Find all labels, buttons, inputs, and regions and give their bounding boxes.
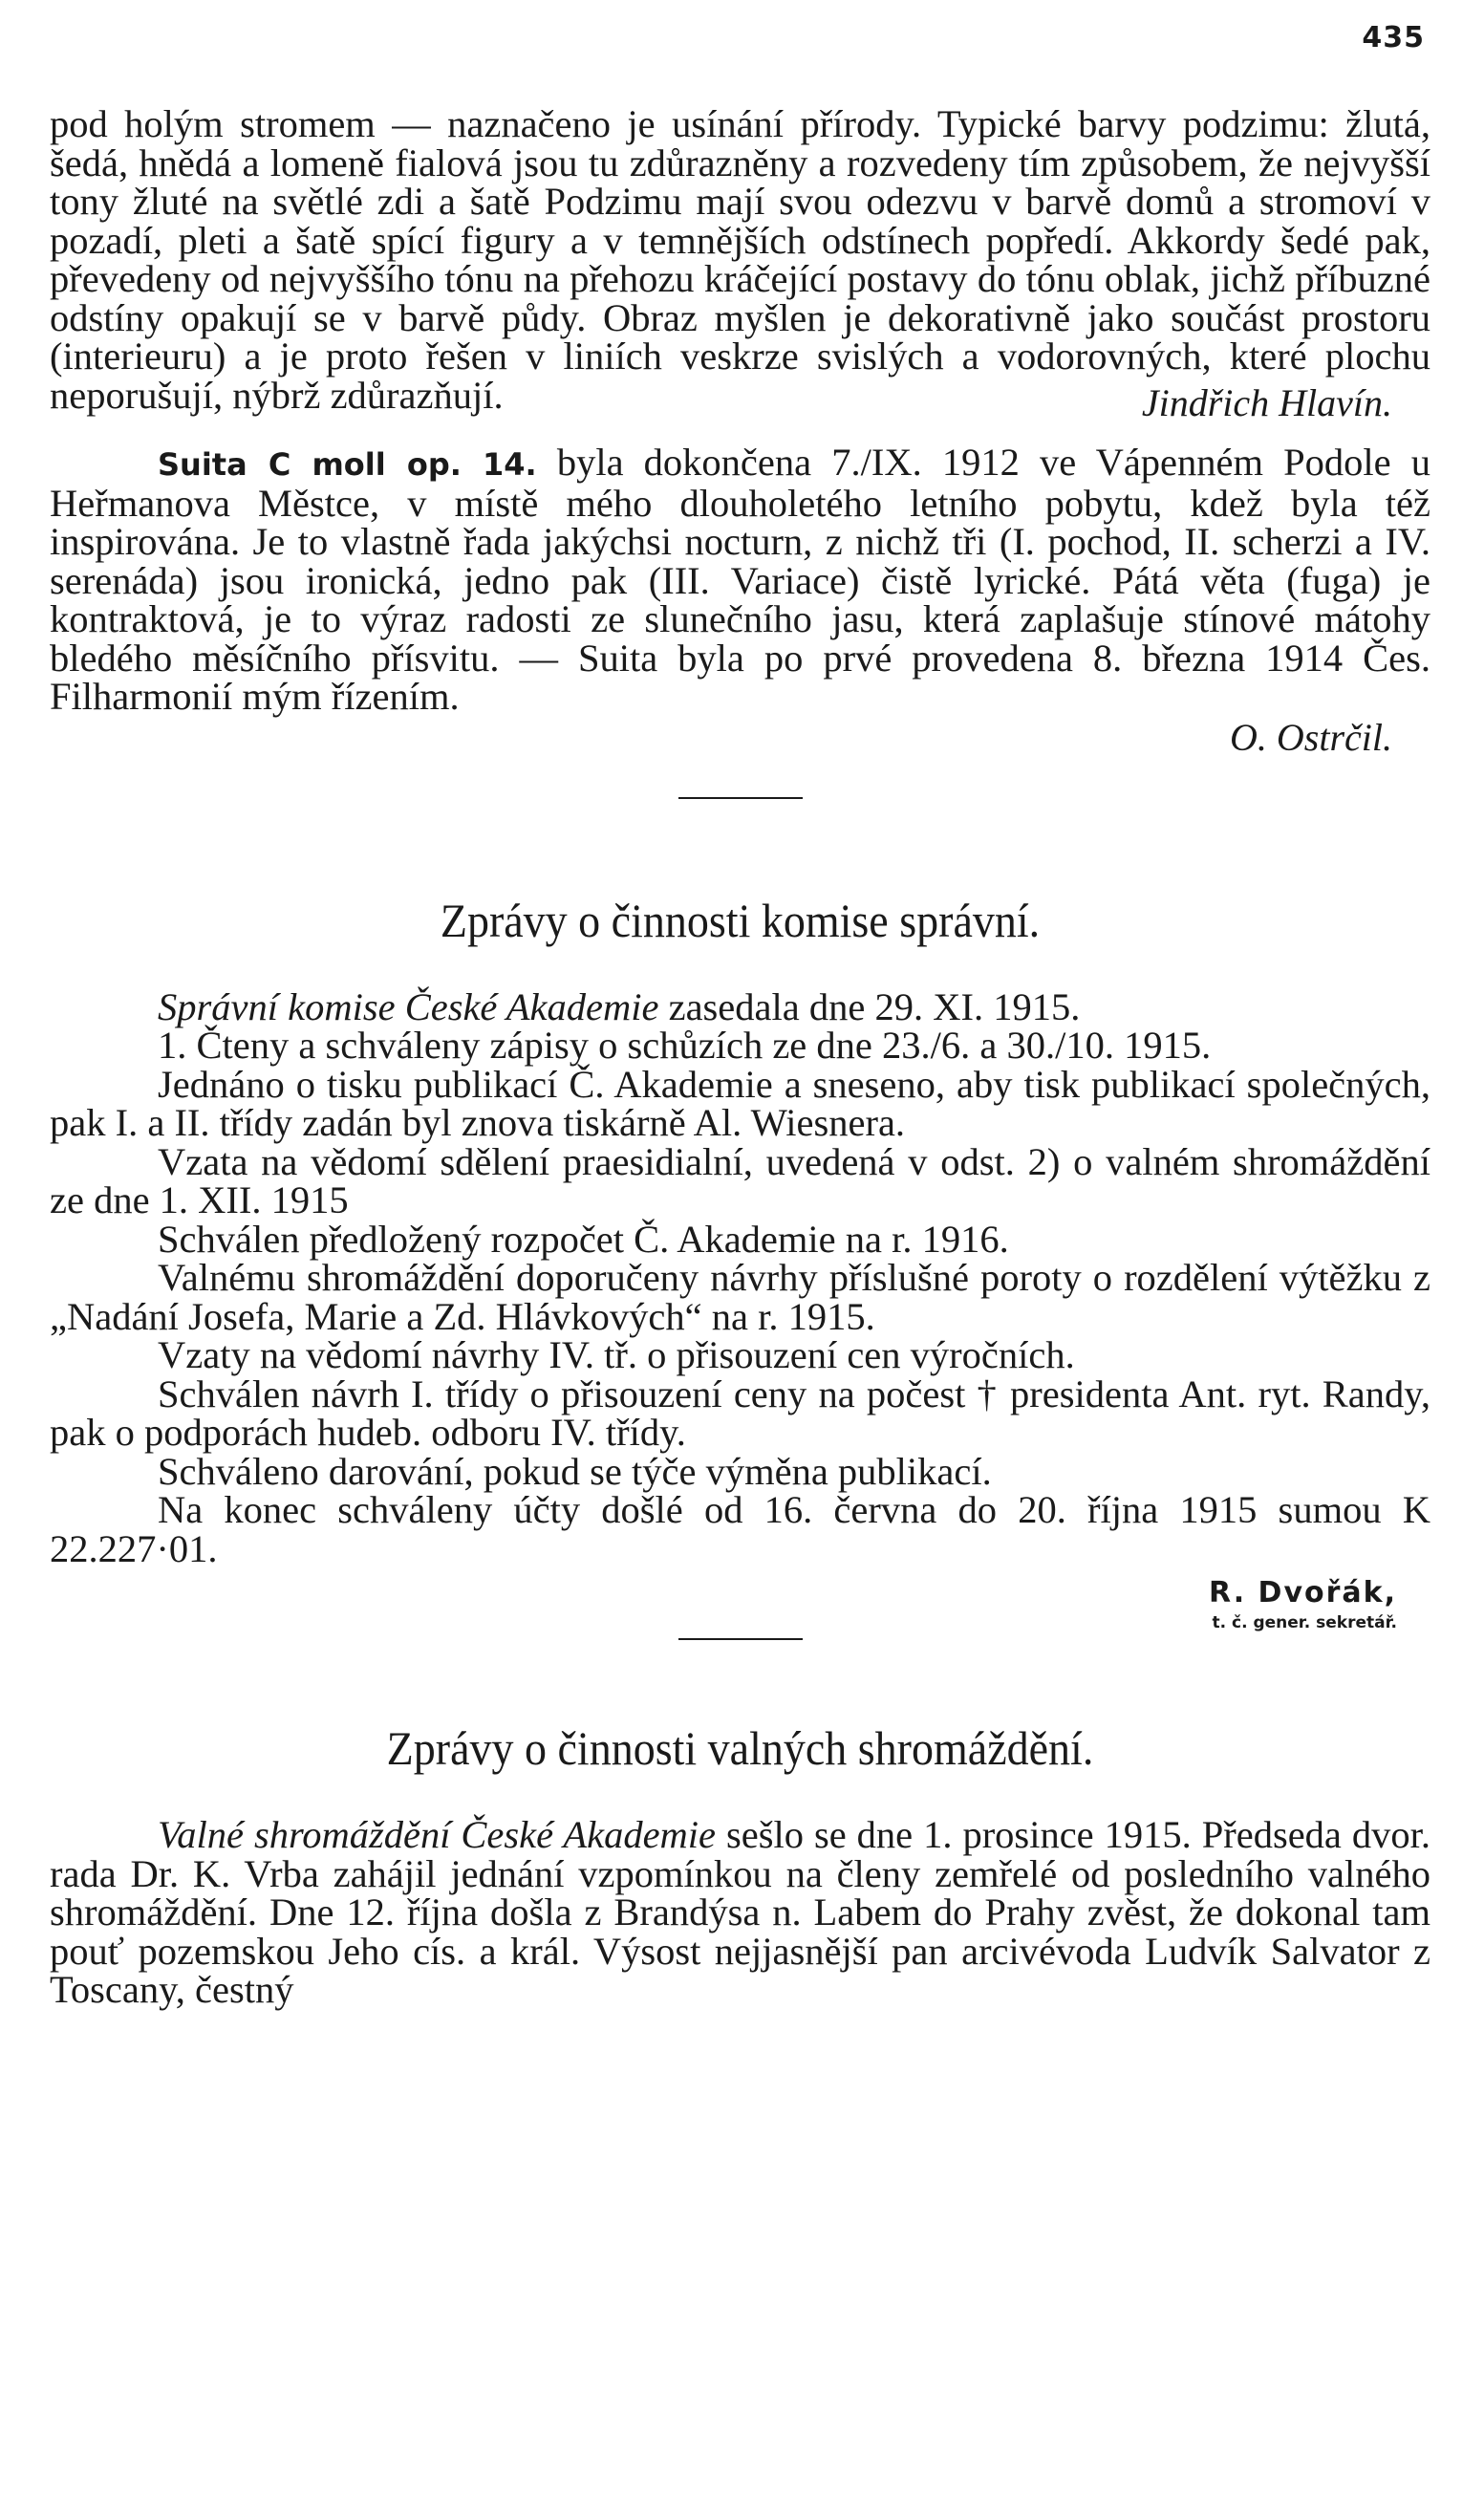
section-divider — [678, 1638, 803, 1640]
komise-paragraph-9: Schváleno darování, pokud se týče výměna publikací. — [158, 1449, 992, 1493]
komise-paragraph-4: Vzata na vědomí sdělení praesidialní, uvedená v odst. 2) o valném shromáždění ze dne 1. XII. 1915 — [50, 1139, 1430, 1221]
article-hlavin — [50, 102, 1430, 424]
komise-paragraph-5: Schválen předložený rozpočet Č. Akademie na r. 1916. — [158, 1217, 1009, 1261]
paragraph-autumn-text: pod holým stromem — naznačeno je usínání přírody. Typické barvy podzimu: žlutá, šedá, hnědá a lomeně fialová jsou tu zdůrazněny a rozvedeny tím způsobem, že nejvyšší tony žluté na světlé zdi a šatě Podzimu mají svou odezvu v barvě domů a stromoví v pozadí, pleti a šatě spící figury a v temnějších odstínech popředí. Akkordy šedé pak, převedeny od nejvyššího tónu na přehozu kráčející postavy do tónu oblak, jichž příbuzné odstíny opakují se v barvě půdy. Obraz myšlen je dekorativně jako součást prostoru (interieuru) a je proto řešen v liniích veskrze svislých a vodorovných, které plochu neporušují, nýbrž zdůrazňují. — [50, 102, 1430, 417]
section-komise-spravni — [50, 893, 1430, 1633]
suita-title: Suita C moll op. 14. — [158, 446, 537, 483]
komise-paragraph-10: Na konec schváleny účty došlé od 16. června do 20. října 1915 sumou K 22.227·01. — [50, 1488, 1430, 1570]
section-valna-shromazdeni — [50, 1721, 1430, 2011]
paragraph-autumn — [50, 102, 1430, 424]
komise-paragraph-2: 1. Čteny a schváleny zápisy o schůzích ze dne 23./6. a 30./10. 1915. — [158, 1024, 1212, 1067]
signature-dvorak — [50, 1576, 1430, 1632]
signature-hlavin: Jindřich Hlavín. — [1141, 380, 1392, 424]
section-divider — [678, 797, 803, 799]
komise-name: Správní komise České Akademie — [158, 984, 659, 1028]
komise-paragraph-7: Vzaty na vědomí návrhy IV. tř. o přisouzení cen výročních. — [158, 1333, 1075, 1376]
signature-dvorak-name: R. Dvořák, — [1209, 1576, 1397, 1609]
article-ostrcil — [50, 443, 1430, 757]
signature-ostrcil: O. Ostrčil. — [1230, 715, 1392, 759]
valna-name: Valné shromáždění České Akademie — [158, 1813, 717, 1856]
komise-paragraph-3: Jednáno o tisku publikací Č. Akademie a sneseno, aby tisk publikací společných, pak I. a II. třídy zadán byl znova tiskárně Al. Wiesnera. — [50, 1062, 1430, 1144]
page-number: 435 — [1362, 21, 1425, 54]
page-body — [50, 102, 1430, 2011]
section-heading-valna: Zprávy o činnosti valných shromáždění. — [386, 1721, 1094, 1775]
komise-date: zasedala dne 29. XI. 1915. — [658, 984, 1081, 1028]
paragraph-suita-text: byla dokončena 7./IX. 1912 ve Vápenném Podole u Heřmanova Městce, v místě mého dlouholetého letního pobytu, kdež byla též inspirována. Je to vlastně řada jakýchsi nocturn, z nichž tři (I. pochod, II. scherzi a IV. serenáda) jsou ironická, jedno pak (III. Variace) čistě lyrické. Pátá věta (fuga) je kontraktová, je to výraz radosti ze slunečního jasu, která zaplašuje stínové mátohy bledého měsíčního přísvitu. — Suita byla po prvé provedena 8. března 1914 Čes. Filharmonií mým řízením. — [50, 441, 1430, 718]
komise-paragraph-6: Valnému shromáždění doporučeny návrhy příslušné poroty o rozdělení výtěžku z „Nadání Josefa, Marie a Zd. Hlávkových“ na r. 1915. — [50, 1256, 1430, 1338]
komise-paragraph-1 — [50, 984, 1430, 1028]
valna-paragraph-1 — [50, 1813, 1430, 2011]
paragraph-suita — [50, 443, 1430, 717]
signature-dvorak-title: t. č. gener. sekretář. — [1212, 1613, 1397, 1632]
section-heading-komise: Zprávy o činnosti komise správní. — [440, 893, 1041, 947]
valna-text: sešlo se dne 1. prosince 1915. Předseda dvor. rada Dr. K. Vrba zahájil jednání vzpomínkou na členy zemřelé od posledního valného shromáždění. Dne 12. října došla z Brandýsa n. Labem do Prahy zvěst, že dokonal tam pouť pozemskou Jeho cís. a král. Výsost nejjasnější pan arcivévoda Ludvík Salvator z Toscany, čestný — [50, 1813, 1430, 2011]
komise-paragraph-8: Schválen návrh I. třídy o přisouzení ceny na počest † presidenta Ant. ryt. Randy, pak o podporách hudeb. odboru IV. třídy. — [50, 1372, 1430, 1454]
